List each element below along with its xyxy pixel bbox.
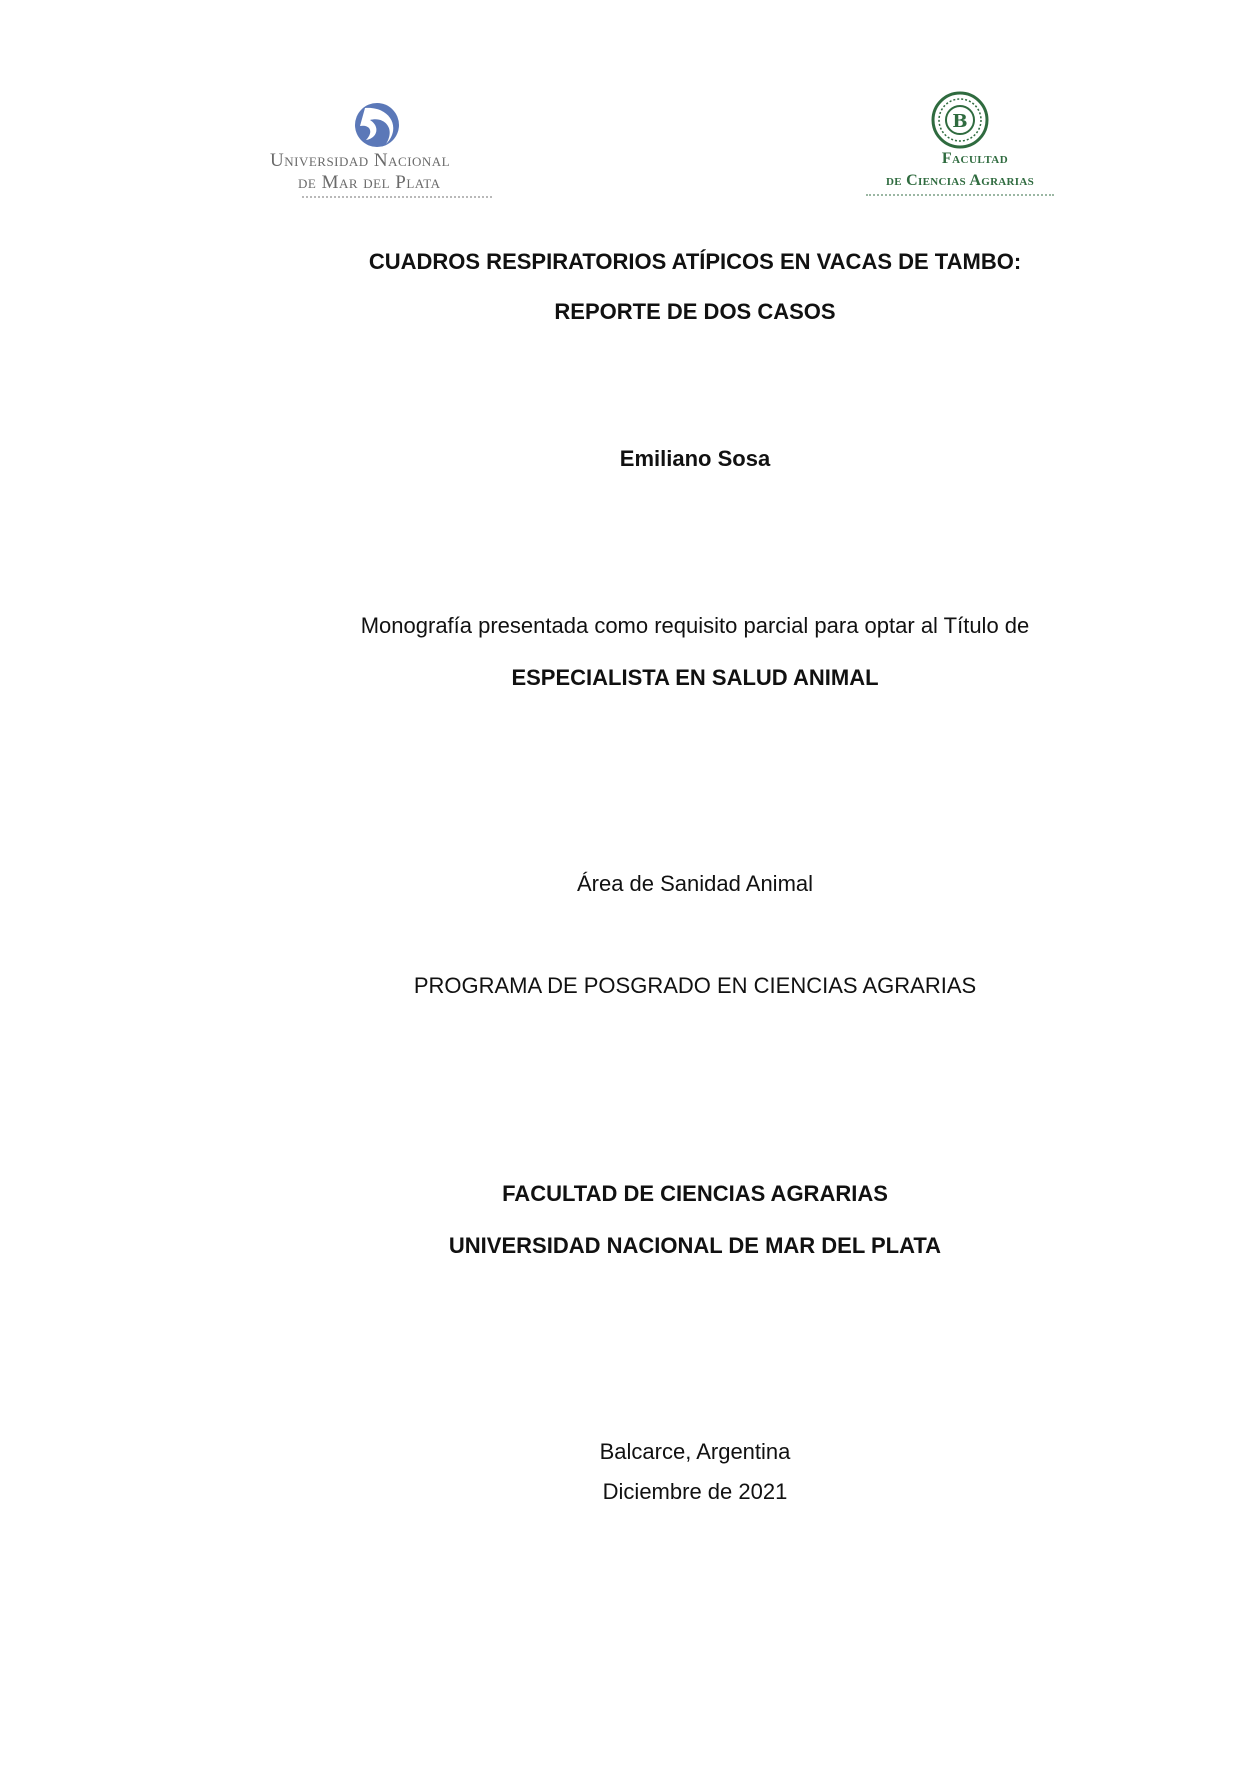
date: Diciembre de 2021 — [602, 1479, 788, 1504]
fca-logo-line2: de Ciencias Agrarias — [885, 172, 1035, 189]
place: Balcarce, Argentina — [599, 1439, 791, 1464]
title-line-1: CUADROS RESPIRATORIOS ATÍPICOS EN VACAS DE TAMBO: — [368, 249, 1022, 274]
unmdp-logo-line2: de Mar del Plata — [298, 172, 441, 193]
degree-intro: Monografía presentada como requisito parcial para optar al Título de — [360, 613, 1030, 638]
faculty-name: FACULTAD DE CIENCIAS AGRARIAS — [502, 1181, 888, 1206]
unmdp-logo-divider — [302, 196, 492, 198]
area-name: Área de Sanidad Animal — [576, 871, 814, 896]
unmdp-logo-line1: Universidad Nacional — [270, 150, 451, 171]
program-name: PROGRAMA DE POSGRADO EN CIENCIAS AGRARIAS — [413, 973, 977, 998]
fca-seal-icon — [930, 90, 990, 150]
fca-logo-divider — [866, 194, 1054, 196]
fca-logo — [860, 88, 1060, 203]
author-name: Emiliano Sosa — [619, 446, 771, 471]
svg-text:B: B — [952, 111, 968, 132]
title-line-2: REPORTE DE DOS CASOS — [554, 299, 836, 324]
unmdp-logo — [262, 98, 502, 208]
university-name: UNIVERSIDAD NACIONAL DE MAR DEL PLATA — [448, 1233, 942, 1258]
degree-title: ESPECIALISTA EN SALUD ANIMAL — [511, 665, 879, 690]
unmdp-wave-icon — [262, 98, 502, 158]
fca-logo-line1: Facultad — [941, 150, 1009, 167]
